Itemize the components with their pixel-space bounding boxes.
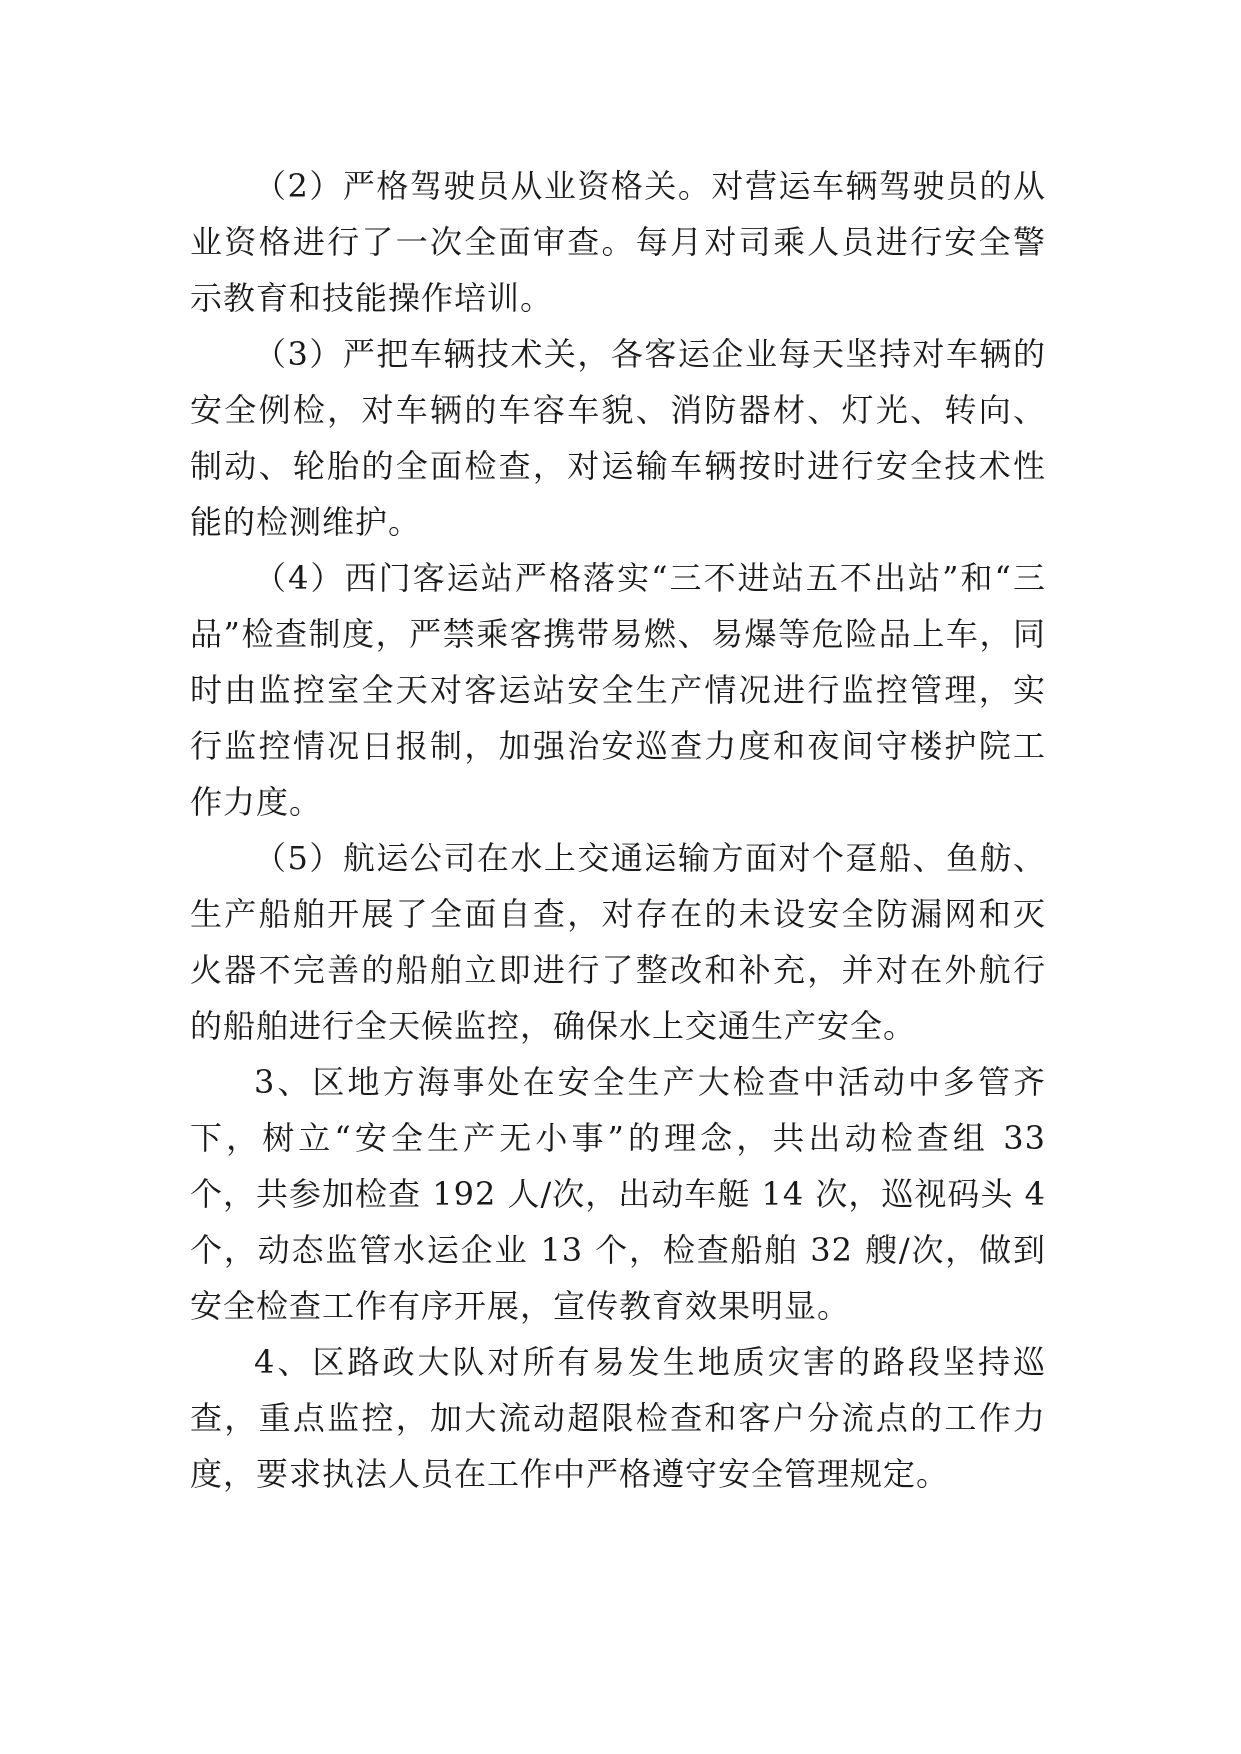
paragraph-vehicle-technology: （3）严把车辆技术关，各客运企业每天坚持对车辆的安全例检，对车辆的车容车貌、消防器材、灯光、转向、制动、轮胎的全面检查，对运输车辆按时进行安全技术性能的检测维护。 bbox=[190, 335, 1046, 541]
paragraph-road-administration: 4、区路政大队对所有易发生地质灾害的路段坚持巡查，重点监控，加大流动超限检查和客户分流点的工作力度，要求执法人员在工作中严格遵守安全管理规定。 bbox=[190, 1343, 1046, 1493]
paragraph-ximen-station: （4）西门客运站严格落实“三不进站五不出站”和“三品”检查制度，严禁乘客携带易燃、易爆等危险品上车，同时由监控室全天对客运站安全生产情况进行监控管理，实行监控情况日报制，加强治安巡查力度和夜间守楼护院工作力度。 bbox=[190, 559, 1046, 821]
document-body bbox=[190, 158, 1046, 1502]
paragraph-shipping-company: （5）航运公司在水上交通运输方面对个趸船、鱼舫、生产船舶开展了全面自查，对存在的未设安全防漏网和灭火器不完善的船舶立即进行了整改和补充，并对在外航行的船舶进行全天候监控，确保水上交通生产安全。 bbox=[190, 839, 1046, 1045]
paragraph-driver-qualification: （2）严格驾驶员从业资格关。对营运车辆驾驶员的从业资格进行了一次全面审查。每月对司乘人员进行安全警示教育和技能操作培训。 bbox=[190, 167, 1046, 317]
paragraph-maritime-office: 3、区地方海事处在安全生产大检查中活动中多管齐下，树立“安全生产无小事”的理念，共出动检查组 33 个，共参加检查 192 人/次，出动车艇 14 次，巡视码头 4 个，动态监管水运企业 13 个，检查船舶 32 艘/次，做到安全检查工作有序开展，宣传教育效果明显。 bbox=[190, 1063, 1046, 1325]
